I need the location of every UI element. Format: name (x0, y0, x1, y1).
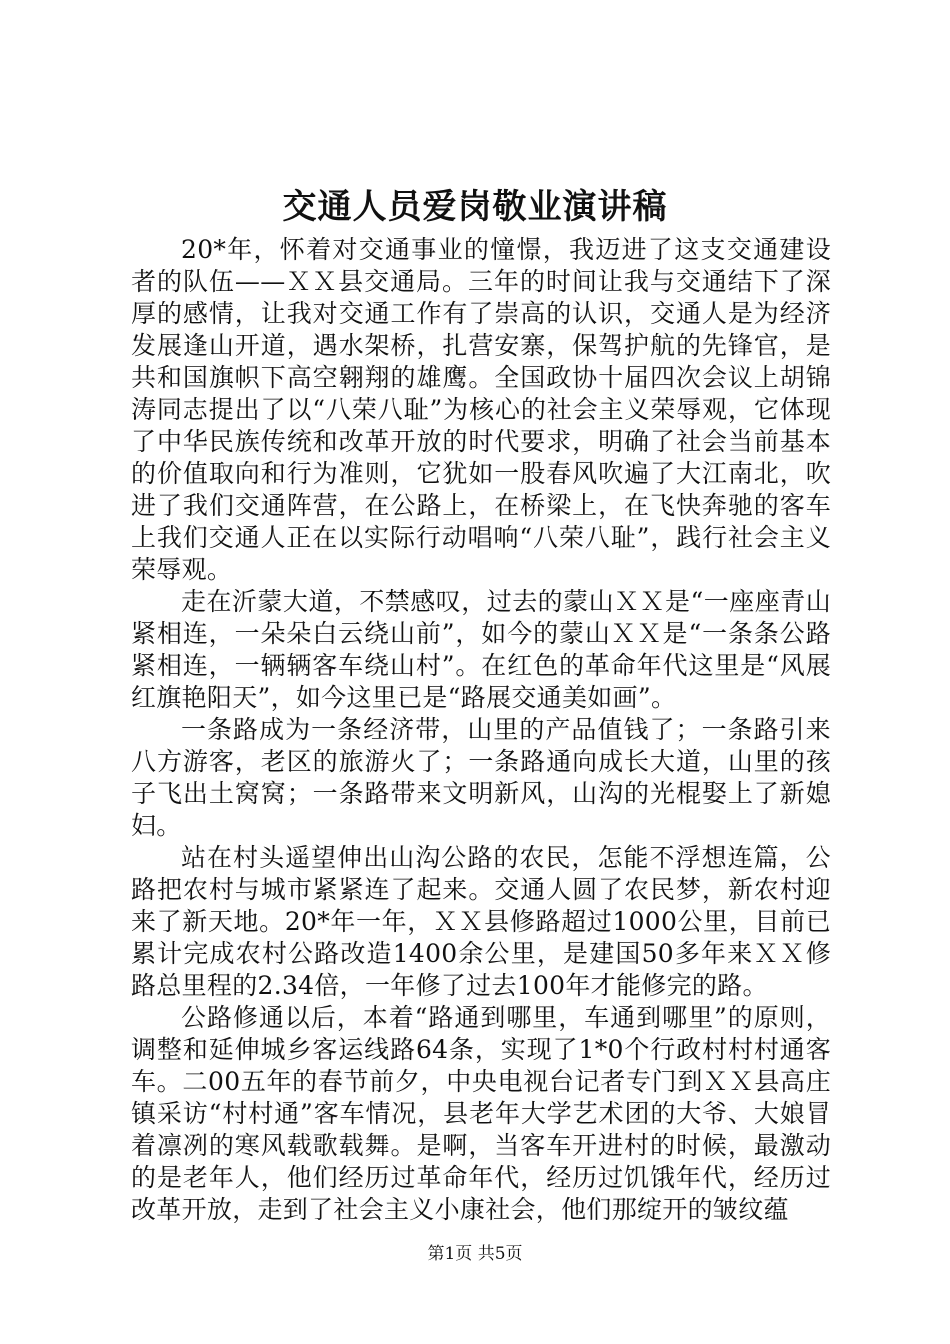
paragraph-2: 走在沂蒙大道，不禁感叹，过去的蒙山ＸＸ是“一座座青山紧相连，一朵朵白云绕山前”，如今的蒙山ＸＸ是“一条条公路紧相连，一辆辆客车绕山村”。在红色的革命年代这里是“风展红旗艳阳天”，如今这里已是“路展交通美如画”。 (131, 587, 831, 712)
paragraph-4: 站在村头遥望伸出山沟公路的农民，怎能不浮想连篇，公路把农村与城市紧紧连了起来。交通人圆了农民梦，新农村迎来了新天地。20*年一年，ＸＸ县修路超过1000公里，目前已累计完成农村公路改造1400余公里，是建国50多年来ＸＸ修路总里程的2.34倍，一年修了过去100年才能修完的路。 (131, 843, 831, 1000)
document-body (131, 234, 831, 1226)
paragraph-5: 公路修通以后，本着“路通到哪里，车通到哪里”的原则，调整和延伸城乡客运线路64条，实现了1*0个行政村村村通客车。二00五年的春节前夕，中央电视台记者专门到ＸＸ县高庄镇采访“村村通”客车情况，县老年大学艺术团的大爷、大娘冒着凛冽的寒风载歌载舞。是啊，当客车开进村的时候，最激动的是老年人，他们经历过革命年代，经历过饥饿年代，经历过改革开放，走到了社会主义小康社会，他们那绽开的皱纹蕴 (131, 1003, 831, 1224)
paragraph-3: 一条路成为一条经济带，山里的产品值钱了；一条路引来八方游客，老区的旅游火了；一条路通向成长大道，山里的孩子飞出土窝窝；一条路带来文明新风，山沟的光棍娶上了新媳妇。 (131, 715, 831, 840)
paragraph-1: 20*年，怀着对交通事业的憧憬，我迈进了这支交通建设者的队伍——ＸＸ县交通局。三年的时间让我与交通结下了深厚的感情，让我对交通工作有了崇高的认识，交通人是为经济发展逢山开道，遇水架桥，扎营安寨，保驾护航的先锋官，是共和国旗帜下高空翱翔的雄鹰。全国政协十届四次会议上胡锦涛同志提出了以“八荣八耻”为核心的社会主义荣辱观，它体现了中华民族传统和改革开放的时代要求，明确了社会当前基本的价值取向和行为准则，它犹如一股春风吹遍了大江南北，吹进了我们交通阵营，在公路上，在桥梁上，在飞快奔驰的客车上我们交通人正在以实际行动唱响“八荣八耻”，践行社会主义荣辱观。 (131, 235, 831, 584)
document-title: 交通人员爱岗敬业演讲稿 (282, 187, 668, 227)
page-number-footer: 第1页 共5页 (427, 1244, 523, 1264)
